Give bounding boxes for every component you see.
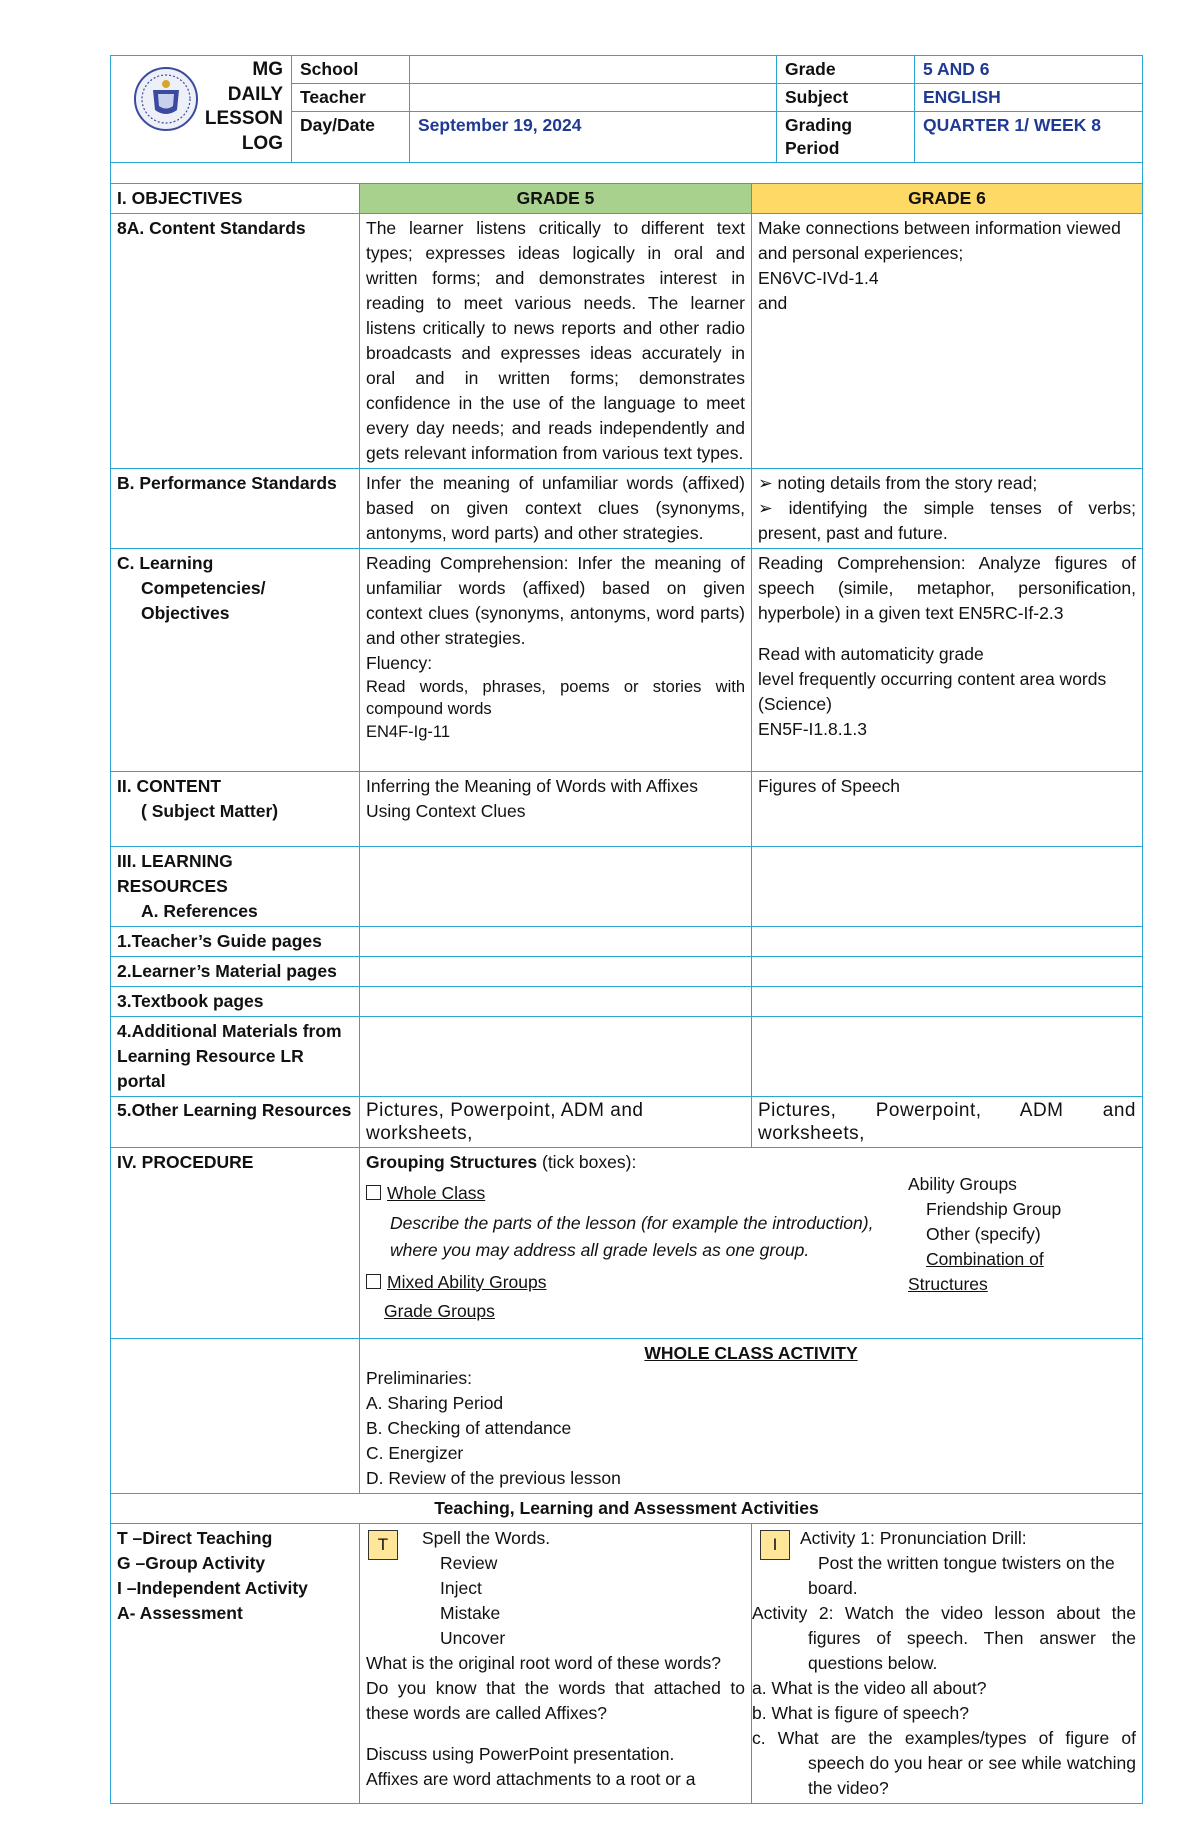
learning-resources-g6 [752, 846, 1143, 926]
whole-class-checkbox[interactable] [366, 1185, 381, 1200]
mg-daily-lesson-log-title: MG DAILY LESSON LOG [204, 59, 283, 154]
learning-resources-g5 [360, 846, 752, 926]
daydate-value: September 19, 2024 [410, 112, 777, 163]
main-table [110, 183, 1143, 1804]
tla-legend: T –Direct Teaching G –Group Activity I –Independent Activity A- Assessment [111, 1523, 360, 1803]
other-resources-g5: Pictures, Powerpoint, ADM and worksheets, [360, 1096, 752, 1147]
additional-materials-label: 4.Additional Materials from Learning Resource LR portal [111, 1016, 360, 1096]
grading-value: QUARTER 1/ WEEK 8 [915, 112, 1143, 163]
procedure-label: IV. PROCEDURE [111, 1147, 360, 1338]
competencies-label: C. Learning Competencies/ Objectives [111, 548, 360, 771]
other-resources-g6: Pictures, Powerpoint, ADM and worksheets, [752, 1096, 1143, 1147]
subject-label: Subject [777, 84, 915, 112]
learning-resources-label: III. LEARNING RESOURCES A. References [111, 846, 360, 926]
school-label: School [292, 56, 410, 84]
lesson-log-page [110, 55, 1142, 1804]
grade-groups-label: Grade Groups [384, 1300, 495, 1321]
performance-standards-label: B. Performance Standards [111, 468, 360, 548]
content-g6: Figures of Speech [752, 771, 1143, 846]
learners-material-label: 2.Learner’s Material pages [111, 956, 360, 986]
whole-class-label: Whole Class [387, 1182, 486, 1203]
deped-seal-icon [133, 66, 199, 132]
tla-heading: Teaching, Learning and Assessment Activities [111, 1493, 1143, 1523]
content-label: II. CONTENT ( Subject Matter) [111, 771, 360, 846]
content-g5: Inferring the Meaning of Words with Affixes Using Context Clues [360, 771, 752, 846]
tag-i-badge: I [760, 1530, 790, 1560]
mixed-ability-label: Mixed Ability Groups [387, 1271, 547, 1292]
grouping-structures-cell: Grouping Structures (tick boxes): Whole Class Describe the parts of the lesson (for example the introduction), where you may address all grade levels as one group. Mixed Ability Groups Grade Groups Ability Groups Friendship Group Other (specify) Combination of Structures [360, 1147, 1143, 1338]
grade6-heading: GRADE 6 [752, 183, 1143, 213]
teachers-guide-label: 1.Teacher’s Guide pages [111, 926, 360, 956]
content-standards-label: 8A. Content Standards [111, 213, 360, 468]
tla-g5: T Spell the Words. Review Inject Mistake Uncover What is the original root word of these words? Do you know that the words that attached to these words are called Affixes? Discuss using PowerPoint presentation. Affixes are word attachments to a root or a [360, 1523, 752, 1803]
content-standards-g6: Make connections between information viewed and personal experiences; EN6VC-IVd-1.4 and [752, 213, 1143, 468]
grade5-heading: GRADE 5 [360, 183, 752, 213]
logo-cell [111, 56, 292, 163]
school-value [410, 56, 777, 84]
grading-label: Grading Period [777, 112, 915, 163]
performance-standards-g5: Infer the meaning of unfamiliar words (affixed) based on given context clues (synonyms, antonyms, word parts) and other strategies. [360, 468, 752, 548]
header-table [110, 55, 1143, 184]
whole-class-description: Describe the parts of the lesson (for example the introduction), where you may address all grade levels as one group. [390, 1212, 874, 1260]
daydate-label: Day/Date [292, 112, 410, 163]
whole-class-activity-title: WHOLE CLASS ACTIVITY [644, 1342, 858, 1363]
grouping-options-right: Ability Groups Friendship Group Other (specify) Combination of Structures [908, 1173, 1062, 1294]
tla-g6: I Activity 1: Pronunciation Drill: Post the written tongue twisters on the board. Activity 2: Watch the video lesson about the figures of speech. Then answer the questions below. a. What is the video all about? b. What is figure of speech? c. What are the examples/types of figure of speech do you hear or see while watching the video? [752, 1523, 1143, 1803]
performance-standards-g6: ➢ noting details from the story read; ➢ identifying the simple tenses of verbs; present, past and future. [752, 468, 1143, 548]
teacher-label: Teacher [292, 84, 410, 112]
mixed-ability-checkbox[interactable] [366, 1274, 381, 1289]
teacher-value [410, 84, 777, 112]
grade-value: 5 AND 6 [915, 56, 1143, 84]
subject-value: ENGLISH [915, 84, 1143, 112]
competencies-g5: Reading Comprehension: Infer the meaning of unfamiliar words (affixed) based on given context clues (synonyms, antonyms, word parts) and other strategies. Fluency: Read words, phrases, poems or stories with compound words EN4F-Ig-11 [360, 548, 752, 771]
header-spacer [111, 163, 1143, 184]
objectives-heading: I. OBJECTIVES [111, 183, 360, 213]
textbook-label: 3.Textbook pages [111, 986, 360, 1016]
whole-class-activity-cell: WHOLE CLASS ACTIVITY Preliminaries: A. Sharing Period B. Checking of attendance C. Energizer D. Review of the previous lesson [360, 1338, 1143, 1493]
competencies-g6: Reading Comprehension: Analyze figures of speech (simile, metaphor, personification, hyperbole) in a given text EN5RC-If-2.3 Read with automaticity grade level frequently occurring content area words (Science) EN5F-I1.8.1.3 [752, 548, 1143, 771]
content-standards-g5: The learner listens critically to different text types; expresses ideas logically in oral and written forms; and demonstrates interest in reading to meet various needs. The learner listens critically to news reports and other radio broadcasts and expresses ideas accurately in oral and in written forms; demonstrates confidence in the use of the language to meet every day needs; and reads independently and gets relevant information from various text types. [360, 213, 752, 468]
grade-label: Grade [777, 56, 915, 84]
tag-t-badge: T [368, 1530, 398, 1560]
other-resources-label: 5.Other Learning Resources [111, 1096, 360, 1147]
